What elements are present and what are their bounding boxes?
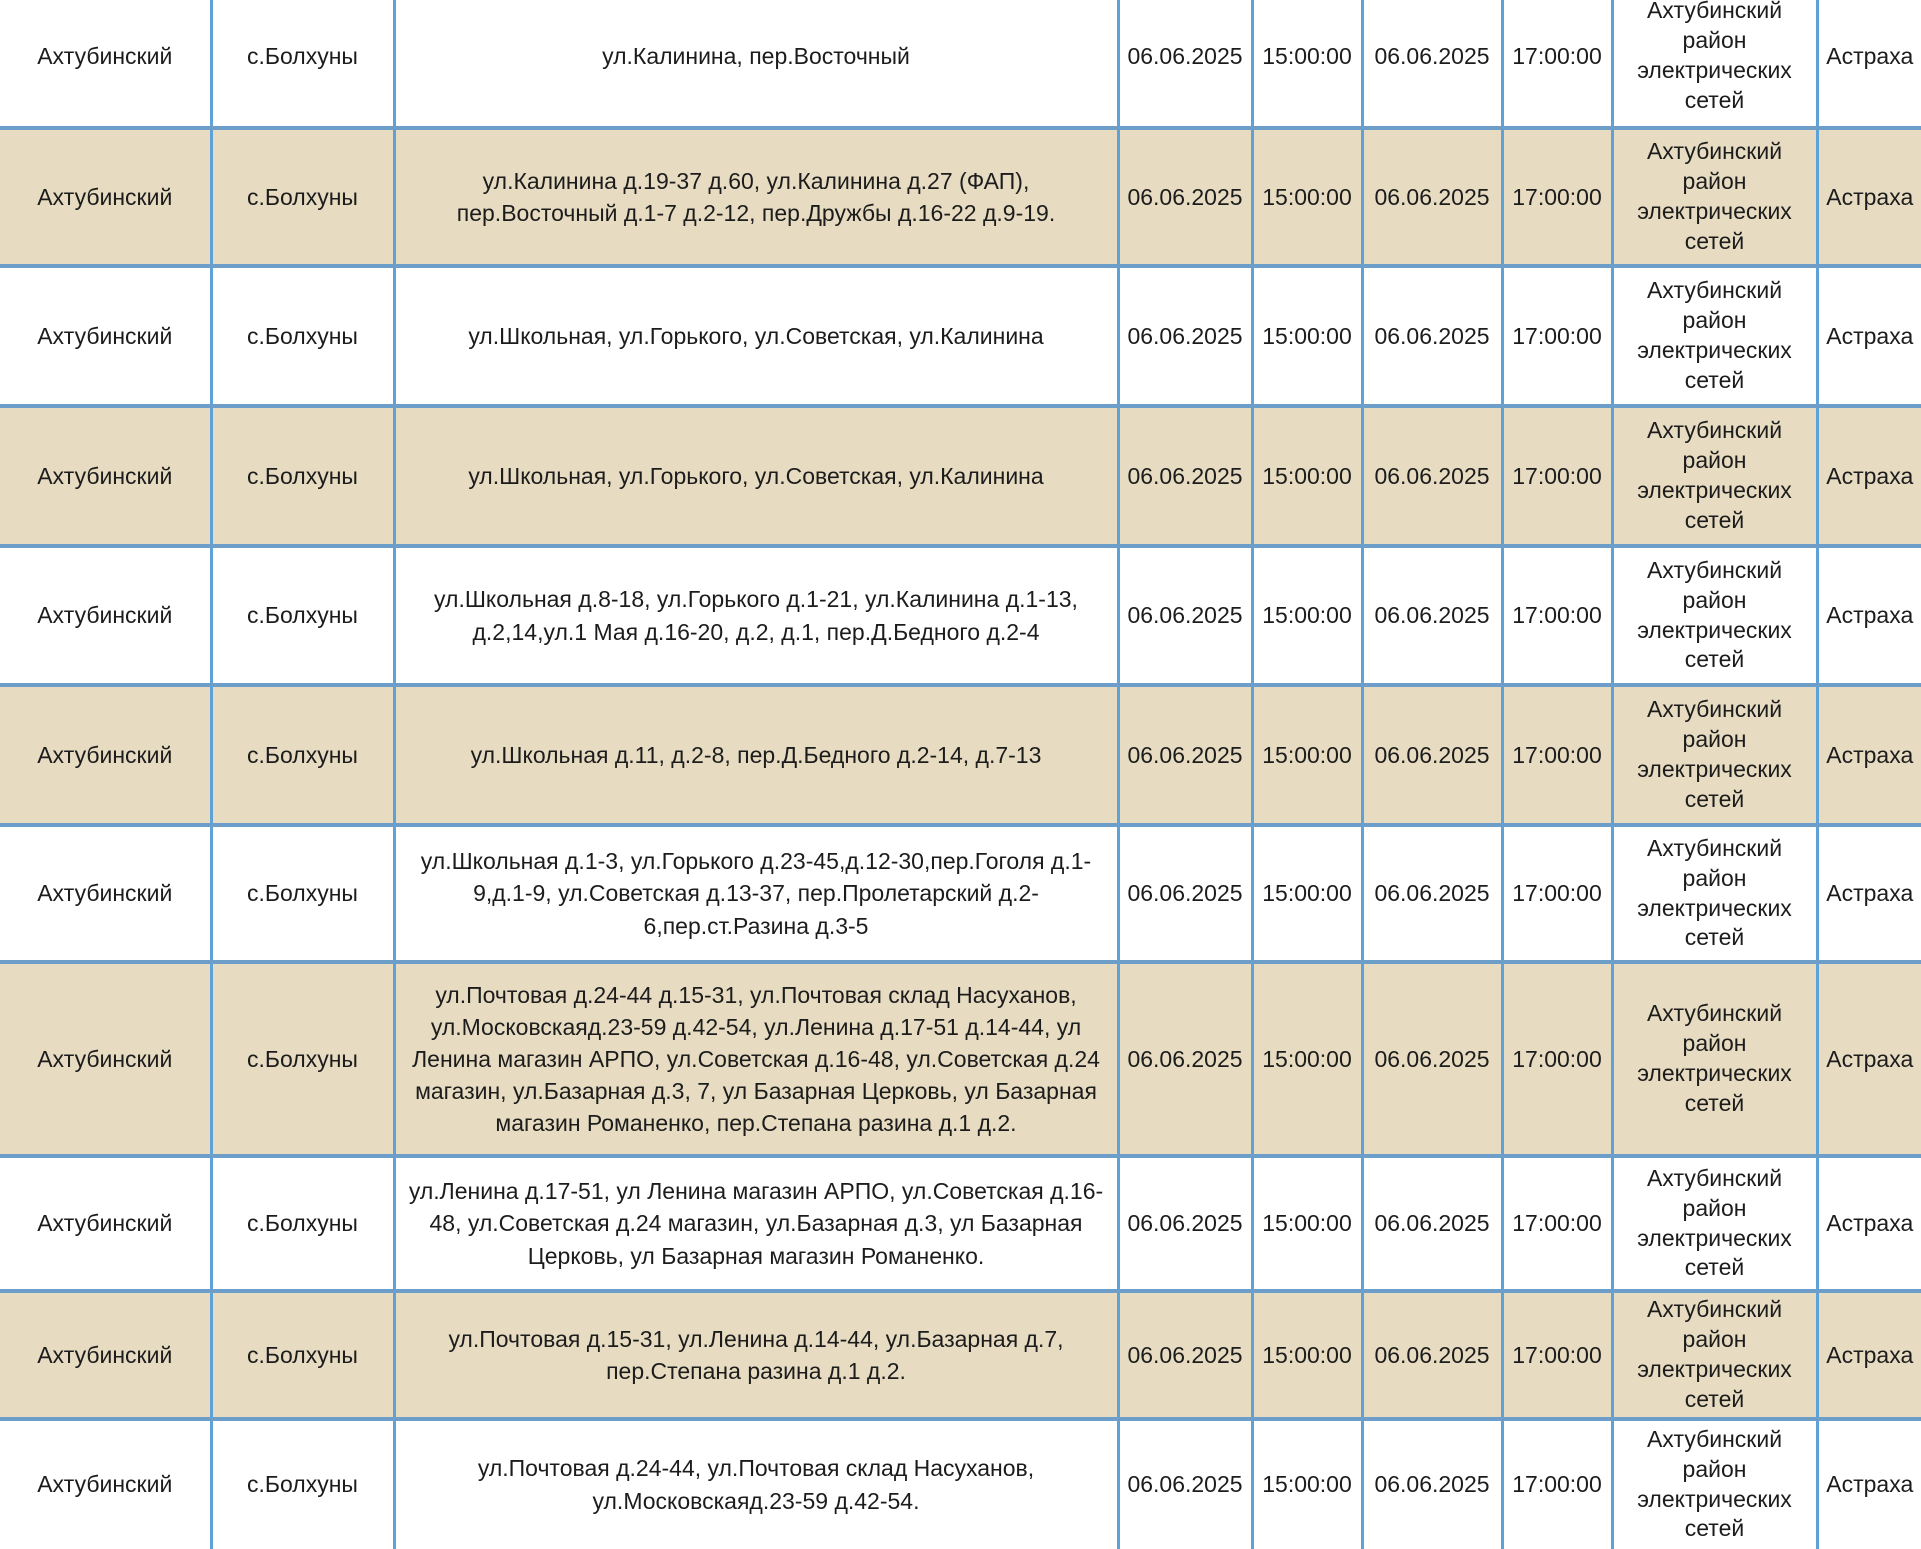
cell-time-end: 17:00:00 <box>1502 1419 1612 1549</box>
cell-date-start: 06.06.2025 <box>1118 546 1252 685</box>
cell-time-end: 17:00:00 <box>1502 1156 1612 1291</box>
cell-time-end: 17:00:00 <box>1502 1291 1612 1419</box>
cell-date-end: 06.06.2025 <box>1362 128 1502 266</box>
table-row <box>0 1419 1921 1549</box>
cell-addresses: ул.Калинина д.19-37 д.60, ул.Калинина д.27 (ФАП), пер.Восточный д.1-7 д.2-12, пер.Дружбы д.16-22 д.9-19. <box>394 128 1118 266</box>
cell-addresses: ул.Школьная д.11, д.2-8, пер.Д.Бедного д.2-14, д.7-13 <box>394 685 1118 825</box>
cell-time-start: 15:00:00 <box>1252 0 1362 128</box>
cell-date-start: 06.06.2025 <box>1118 1419 1252 1549</box>
cell-district: Ахтубинский <box>0 128 211 266</box>
cell-district: Ахтубинский <box>0 0 211 128</box>
cell-settlement: с.Болхуны <box>211 685 394 825</box>
cell-date-start: 06.06.2025 <box>1118 685 1252 825</box>
cell-time-start: 15:00:00 <box>1252 546 1362 685</box>
cell-addresses: ул.Школьная, ул.Горького, ул.Советская, ул.Калинина <box>394 406 1118 546</box>
cell-region: Астраха <box>1817 0 1921 128</box>
cell-addresses: ул.Калинина, пер.Восточный <box>394 0 1118 128</box>
table-row <box>0 1291 1921 1419</box>
cell-region: Астраха <box>1817 962 1921 1156</box>
cell-time-end: 17:00:00 <box>1502 546 1612 685</box>
cell-time-start: 15:00:00 <box>1252 1419 1362 1549</box>
cell-organization: Ахтубинский район электрических сетей <box>1612 1419 1817 1549</box>
cell-region: Астраха <box>1817 266 1921 406</box>
cell-addresses: ул.Почтовая д.24-44 д.15-31, ул.Почтовая склад Насуханов, ул.Московскаяд.23-59 д.42-54, ул.Ленина д.17-51 д.14-44, ул Ленина магазин АРПО, ул.Советская д.16-48, ул.Советская д.24 магазин, ул.Базарная д.3, 7, ул Базарная Церковь, ул Базарная магазин Романенко, пер.Степана разина д.1 д.2. <box>394 962 1118 1156</box>
cell-organization: Ахтубинский район электрических сетей <box>1612 0 1817 128</box>
table-row <box>0 406 1921 546</box>
cell-district: Ахтубинский <box>0 825 211 962</box>
cell-date-end: 06.06.2025 <box>1362 546 1502 685</box>
cell-district: Ахтубинский <box>0 1156 211 1291</box>
cell-organization: Ахтубинский район электрических сетей <box>1612 128 1817 266</box>
table-row <box>0 962 1921 1156</box>
cell-organization: Ахтубинский район электрических сетей <box>1612 1156 1817 1291</box>
cell-time-start: 15:00:00 <box>1252 825 1362 962</box>
cell-date-start: 06.06.2025 <box>1118 406 1252 546</box>
cell-date-end: 06.06.2025 <box>1362 685 1502 825</box>
cell-time-end: 17:00:00 <box>1502 685 1612 825</box>
cell-date-start: 06.06.2025 <box>1118 1156 1252 1291</box>
cell-region: Астраха <box>1817 825 1921 962</box>
cell-district: Ахтубинский <box>0 546 211 685</box>
cell-date-start: 06.06.2025 <box>1118 962 1252 1156</box>
cell-settlement: с.Болхуны <box>211 0 394 128</box>
table-row <box>0 128 1921 266</box>
cell-date-start: 06.06.2025 <box>1118 266 1252 406</box>
cell-organization: Ахтубинский район электрических сетей <box>1612 1291 1817 1419</box>
cell-district: Ахтубинский <box>0 1291 211 1419</box>
cell-date-end: 06.06.2025 <box>1362 266 1502 406</box>
cell-addresses: ул.Школьная, ул.Горького, ул.Советская, ул.Калинина <box>394 266 1118 406</box>
cell-organization: Ахтубинский район электрических сетей <box>1612 406 1817 546</box>
cell-date-end: 06.06.2025 <box>1362 1156 1502 1291</box>
cell-settlement: с.Болхуны <box>211 266 394 406</box>
cell-date-start: 06.06.2025 <box>1118 1291 1252 1419</box>
cell-settlement: с.Болхуны <box>211 825 394 962</box>
cell-region: Астраха <box>1817 546 1921 685</box>
table-row <box>0 1156 1921 1291</box>
cell-district: Ахтубинский <box>0 962 211 1156</box>
cell-date-end: 06.06.2025 <box>1362 825 1502 962</box>
cell-settlement: с.Болхуны <box>211 962 394 1156</box>
cell-region: Астраха <box>1817 1156 1921 1291</box>
cell-settlement: с.Болхуны <box>211 406 394 546</box>
cell-date-start: 06.06.2025 <box>1118 0 1252 128</box>
cell-region: Астраха <box>1817 1419 1921 1549</box>
table-row <box>0 0 1921 128</box>
table-row <box>0 685 1921 825</box>
cell-time-start: 15:00:00 <box>1252 685 1362 825</box>
cell-district: Ахтубинский <box>0 266 211 406</box>
cell-time-start: 15:00:00 <box>1252 406 1362 546</box>
cell-organization: Ахтубинский район электрических сетей <box>1612 825 1817 962</box>
cell-addresses: ул.Ленина д.17-51, ул Ленина магазин АРПО, ул.Советская д.16-48, ул.Советская д.24 магазин, ул.Базарная д.3, ул Базарная Церковь, ул Базарная магазин Романенко. <box>394 1156 1118 1291</box>
cell-addresses: ул.Почтовая д.24-44, ул.Почтовая склад Насуханов, ул.Московскаяд.23-59 д.42-54. <box>394 1419 1118 1549</box>
cell-time-start: 15:00:00 <box>1252 128 1362 266</box>
cell-organization: Ахтубинский район электрических сетей <box>1612 546 1817 685</box>
cell-district: Ахтубинский <box>0 685 211 825</box>
table-row <box>0 825 1921 962</box>
cell-settlement: с.Болхуны <box>211 1156 394 1291</box>
cell-time-end: 17:00:00 <box>1502 406 1612 546</box>
cell-time-start: 15:00:00 <box>1252 962 1362 1156</box>
cell-date-end: 06.06.2025 <box>1362 1419 1502 1549</box>
cell-organization: Ахтубинский район электрических сетей <box>1612 962 1817 1156</box>
cell-addresses: ул.Школьная д.8-18, ул.Горького д.1-21, ул.Калинина д.1-13, д.2,14,ул.1 Мая д.16-20, д.2, д.1, пер.Д.Бедного д.2-4 <box>394 546 1118 685</box>
table-row <box>0 266 1921 406</box>
cell-time-end: 17:00:00 <box>1502 825 1612 962</box>
cell-date-end: 06.06.2025 <box>1362 0 1502 128</box>
cell-region: Астраха <box>1817 128 1921 266</box>
cell-date-end: 06.06.2025 <box>1362 962 1502 1156</box>
cell-settlement: с.Болхуны <box>211 1419 394 1549</box>
cell-time-start: 15:00:00 <box>1252 1291 1362 1419</box>
cell-organization: Ахтубинский район электрических сетей <box>1612 266 1817 406</box>
cell-time-end: 17:00:00 <box>1502 962 1612 1156</box>
cell-organization: Ахтубинский район электрических сетей <box>1612 685 1817 825</box>
cell-date-start: 06.06.2025 <box>1118 128 1252 266</box>
cell-time-start: 15:00:00 <box>1252 1156 1362 1291</box>
cell-addresses: ул.Школьная д.1-3, ул.Горького д.23-45,д.12-30,пер.Гоголя д.1-9,д.1-9, ул.Советская д.13-37, пер.Пролетарский д.2-6,пер.ст.Разина д.3-5 <box>394 825 1118 962</box>
cell-date-end: 06.06.2025 <box>1362 406 1502 546</box>
cell-addresses: ул.Почтовая д.15-31, ул.Ленина д.14-44, ул.Базарная д.7, пер.Степана разина д.1 д.2. <box>394 1291 1118 1419</box>
cell-time-end: 17:00:00 <box>1502 266 1612 406</box>
cell-time-end: 17:00:00 <box>1502 128 1612 266</box>
cell-settlement: с.Болхуны <box>211 546 394 685</box>
cell-date-end: 06.06.2025 <box>1362 1291 1502 1419</box>
cell-time-start: 15:00:00 <box>1252 266 1362 406</box>
cell-district: Ахтубинский <box>0 406 211 546</box>
cell-time-end: 17:00:00 <box>1502 0 1612 128</box>
cell-district: Ахтубинский <box>0 1419 211 1549</box>
cell-region: Астраха <box>1817 685 1921 825</box>
cell-settlement: с.Болхуны <box>211 1291 394 1419</box>
cell-date-start: 06.06.2025 <box>1118 825 1252 962</box>
cell-region: Астраха <box>1817 1291 1921 1419</box>
cell-region: Астраха <box>1817 406 1921 546</box>
cell-settlement: с.Болхуны <box>211 128 394 266</box>
table-row <box>0 546 1921 685</box>
